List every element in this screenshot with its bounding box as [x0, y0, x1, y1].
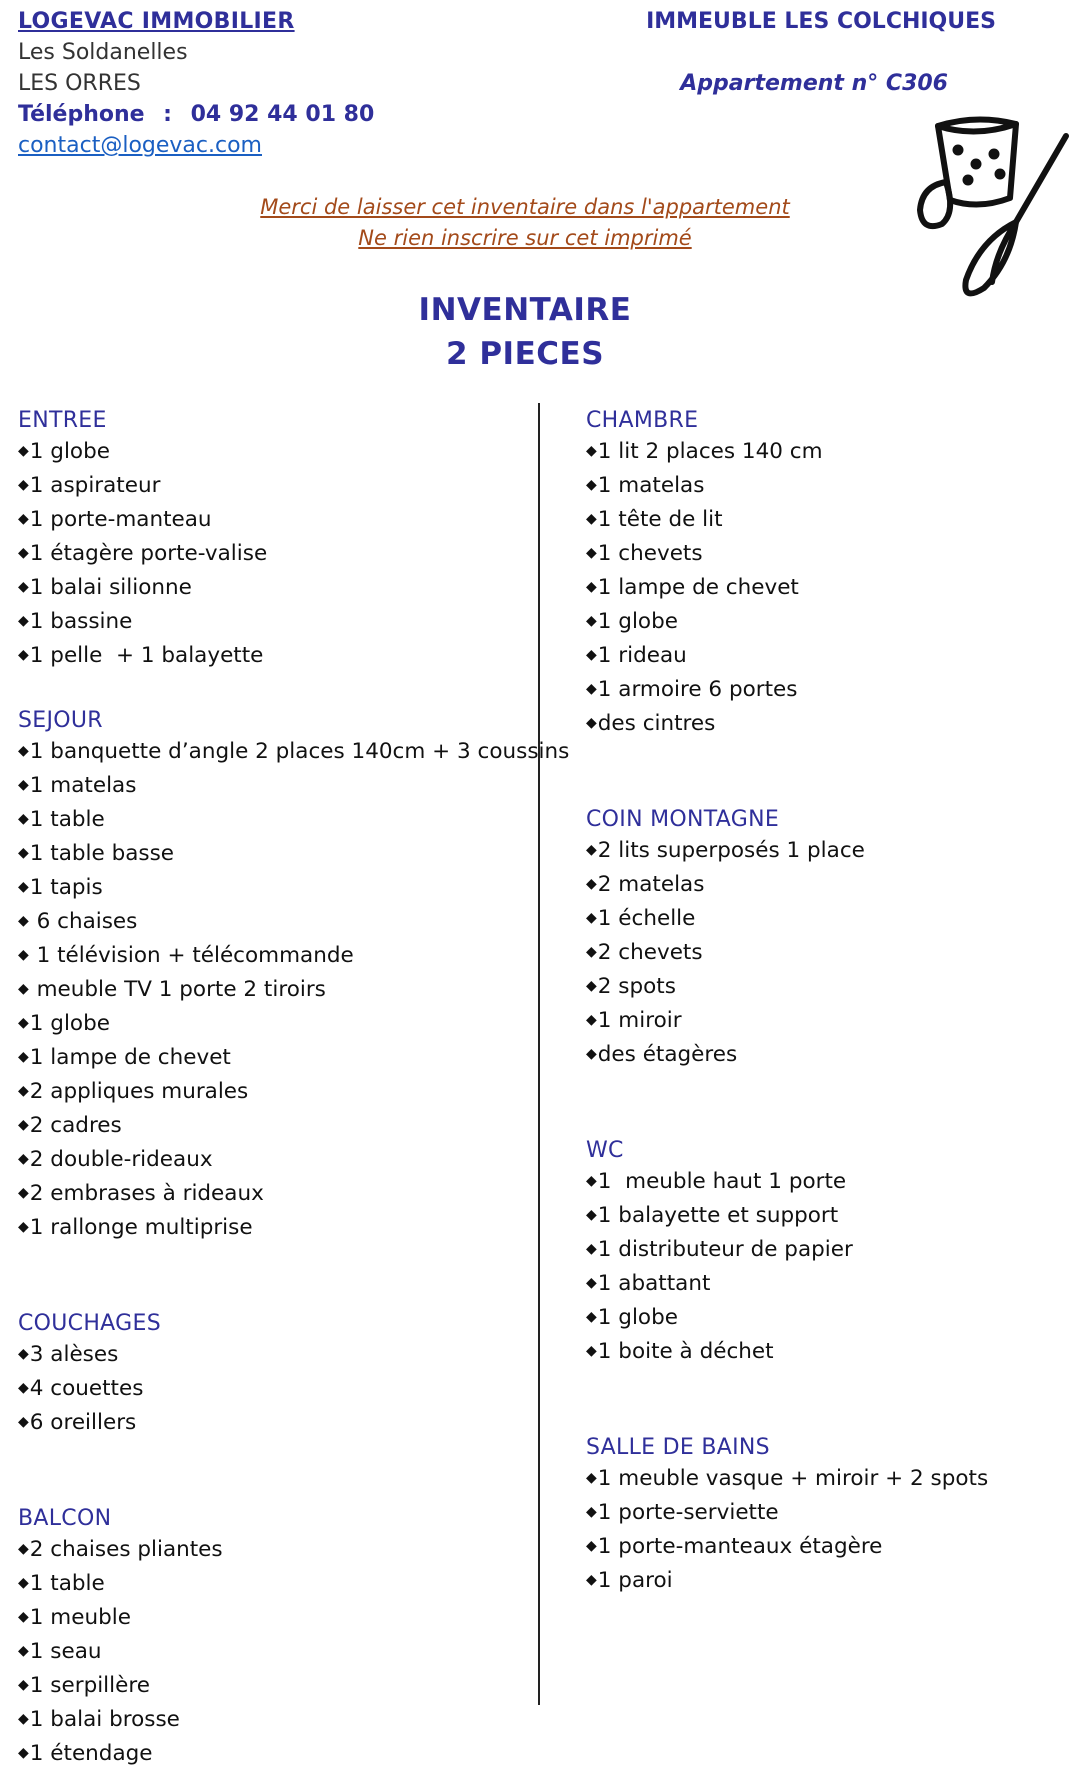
list-item: [586, 572, 1066, 606]
item-label: 2 cadres: [29, 1113, 122, 1138]
list-item: [18, 1704, 528, 1738]
list-item: [18, 1738, 528, 1772]
bullet-icon: ◆: [18, 1219, 29, 1235]
list-item: [18, 974, 528, 1008]
list-item: [18, 1534, 528, 1568]
list-item: [18, 1110, 528, 1144]
bullet-icon: ◆: [586, 1275, 597, 1291]
apartment-number: Appartement n° C306: [680, 71, 948, 96]
list-item: [586, 1166, 1066, 1200]
list-item: [586, 1200, 1066, 1234]
bullet-icon: ◆: [18, 1380, 29, 1396]
column-divider: [538, 403, 540, 1705]
list-item: [586, 640, 1066, 674]
bullet-icon: ◆: [18, 1083, 29, 1099]
item-label: 1 serpillère: [29, 1673, 150, 1698]
bullet-icon: ◆: [18, 1677, 29, 1693]
item-label: 1 étendage: [29, 1741, 153, 1766]
list-item: [18, 1568, 528, 1602]
bullet-icon: ◆: [18, 947, 29, 963]
list-item: [18, 1602, 528, 1636]
item-label: 1 abattant: [597, 1271, 711, 1296]
item-label: 1 meuble vasque + miroir + 2 spots: [597, 1466, 989, 1491]
bullet-icon: ◆: [18, 743, 29, 759]
title-line2: 2 PIECES: [445, 336, 605, 372]
item-label: 1 globe: [29, 439, 110, 464]
section-coin-montagne: [586, 804, 1066, 1073]
list-item: [586, 903, 1066, 937]
bullet-icon: ◆: [586, 944, 597, 960]
bullet-icon: ◆: [586, 1046, 597, 1062]
item-label: 1 meuble: [29, 1605, 131, 1630]
list-item: [586, 606, 1066, 640]
list-item: [586, 436, 1066, 470]
item-label: 2 matelas: [597, 872, 705, 897]
phone-separator: :: [163, 102, 172, 127]
agency-name: LOGEVAC IMMOBILIER: [18, 9, 295, 34]
item-label: 1 boite à déchet: [597, 1339, 774, 1364]
section-title: COIN MONTAGNE: [586, 807, 780, 832]
title-line1: INVENTAIRE: [418, 292, 632, 328]
bullet-icon: ◆: [18, 1185, 29, 1201]
item-label: 3 alèses: [29, 1342, 119, 1367]
bullet-icon: ◆: [586, 876, 597, 892]
agency-email-link[interactable]: contact@logevac.com: [18, 133, 262, 158]
bullet-icon: ◆: [18, 913, 29, 929]
bullet-icon: ◆: [18, 777, 29, 793]
item-label: 6 oreillers: [29, 1410, 137, 1435]
section-salle-de-bains: [586, 1432, 1066, 1599]
bullet-icon: ◆: [586, 1470, 597, 1486]
phone-label: Téléphone: [18, 102, 145, 127]
list-item: [586, 1531, 1066, 1565]
agency-info: [18, 6, 374, 161]
item-label: 1 lampe de chevet: [597, 575, 799, 600]
item-label: 1 meuble haut 1 porte: [597, 1169, 847, 1194]
item-list: [18, 736, 570, 1246]
list-item: [18, 1407, 528, 1441]
section-title: COUCHAGES: [18, 1311, 161, 1336]
item-label: 1 rideau: [597, 643, 687, 668]
section-chambre: [586, 405, 1066, 742]
section-couchages: [18, 1308, 528, 1441]
bullet-icon: ◆: [18, 845, 29, 861]
list-item: [18, 504, 528, 538]
bullet-icon: ◆: [586, 579, 597, 595]
bullet-icon: ◆: [18, 511, 29, 527]
item-label: 2 embrases à rideaux: [29, 1181, 264, 1206]
bullet-icon: ◆: [586, 511, 597, 527]
item-label: 1 globe: [597, 609, 678, 634]
bullet-icon: ◆: [586, 477, 597, 493]
item-label: 1 chevets: [597, 541, 703, 566]
list-item: [18, 1144, 528, 1178]
bullet-icon: ◆: [18, 981, 29, 997]
bullet-icon: ◆: [18, 647, 29, 663]
item-list: [586, 1463, 1066, 1599]
item-label: 2 double-rideaux: [29, 1147, 213, 1172]
list-item: [586, 504, 1066, 538]
building-name: IMMEUBLE LES COLCHIQUES: [646, 9, 996, 34]
bullet-icon: ◆: [586, 613, 597, 629]
bullet-icon: ◆: [586, 681, 597, 697]
list-item: [18, 1076, 528, 1110]
list-item: [586, 1302, 1066, 1336]
item-label: 1 étagère porte-valise: [29, 541, 268, 566]
item-label: 1 tête de lit: [597, 507, 723, 532]
section-title: ENTREE: [18, 408, 107, 433]
list-item: [586, 708, 1066, 742]
section-title: SALLE DE BAINS: [586, 1435, 770, 1460]
bullet-icon: ◆: [18, 1117, 29, 1133]
item-list: [18, 436, 528, 674]
list-item: [18, 1636, 528, 1670]
list-item: [18, 640, 528, 674]
bullet-icon: ◆: [586, 1173, 597, 1189]
list-item: [18, 538, 528, 572]
section-title: BALCON: [18, 1506, 112, 1531]
section-title: WC: [586, 1138, 624, 1163]
bullet-icon: ◆: [586, 647, 597, 663]
bullet-icon: ◆: [18, 477, 29, 493]
bullet-icon: ◆: [18, 1049, 29, 1065]
bullet-icon: ◆: [586, 910, 597, 926]
bullet-icon: ◆: [586, 1343, 597, 1359]
item-label: 1 balayette et support: [597, 1203, 839, 1228]
item-label: 1 globe: [597, 1305, 678, 1330]
bullet-icon: ◆: [586, 1012, 597, 1028]
bullet-icon: ◆: [18, 1745, 29, 1761]
bullet-icon: ◆: [586, 1504, 597, 1520]
agency-phone: [18, 99, 374, 130]
bullet-icon: ◆: [586, 1309, 597, 1325]
list-item: [586, 869, 1066, 903]
item-label: 1 balai brosse: [29, 1707, 180, 1732]
item-label: des étagères: [597, 1042, 738, 1067]
bullet-icon: ◆: [18, 1575, 29, 1591]
bullet-icon: ◆: [586, 545, 597, 561]
section-wc: [586, 1135, 1066, 1370]
list-item: [18, 606, 528, 640]
right-column: [586, 405, 1066, 1599]
item-list: [586, 436, 1066, 742]
bullet-icon: ◆: [18, 579, 29, 595]
list-item: [586, 674, 1066, 708]
item-label: 1 seau: [29, 1639, 102, 1664]
item-label: 1 pelle + 1 balayette: [29, 643, 264, 668]
item-label: 1 aspirateur: [29, 473, 161, 498]
item-label: 1 balai silionne: [29, 575, 192, 600]
item-list: [586, 1166, 1066, 1370]
bullet-icon: ◆: [586, 1241, 597, 1257]
bullet-icon: ◆: [586, 1538, 597, 1554]
item-label: 1 banquette d’angle 2 places 140cm + 3 coussins: [29, 739, 570, 764]
item-label: 1 porte-manteaux étagère: [597, 1534, 883, 1559]
phone-number: 04 92 44 01 80: [190, 102, 375, 127]
bullet-icon: ◆: [18, 545, 29, 561]
item-label: 2 appliques murales: [29, 1079, 249, 1104]
list-item: [586, 1463, 1066, 1497]
list-item: [18, 1042, 528, 1076]
bullet-icon: ◆: [586, 978, 597, 994]
list-item: [18, 1373, 528, 1407]
item-label: 1 distributeur de papier: [597, 1237, 853, 1262]
list-item: [18, 804, 528, 838]
list-item: [586, 470, 1066, 504]
bullet-icon: ◆: [18, 811, 29, 827]
item-label: 1 table: [29, 1571, 105, 1596]
item-label: 1 matelas: [597, 473, 705, 498]
list-item: [18, 1008, 528, 1042]
bullet-icon: ◆: [586, 1207, 597, 1223]
notice: [0, 192, 1050, 254]
bullet-icon: ◆: [18, 443, 29, 459]
list-item: [18, 1670, 528, 1704]
list-item: [586, 1005, 1066, 1039]
item-label: 2 spots: [597, 974, 676, 999]
section-sejour: [18, 705, 570, 1246]
list-item: [18, 1339, 528, 1373]
item-label: 1 globe: [29, 1011, 110, 1036]
notice-line1: Merci de laisser cet inventaire dans l'appartement: [260, 195, 790, 219]
list-item: [586, 1234, 1066, 1268]
section-title: SEJOUR: [18, 708, 103, 733]
item-label: 1 porte-serviette: [597, 1500, 779, 1525]
bullet-icon: ◆: [18, 613, 29, 629]
list-item: [18, 838, 528, 872]
bullet-icon: ◆: [18, 1643, 29, 1659]
item-label: 2 lits superposés 1 place: [597, 838, 865, 863]
list-item: [586, 971, 1066, 1005]
list-item: [586, 937, 1066, 971]
item-label: 1 miroir: [597, 1008, 682, 1033]
item-label: 1 tapis: [29, 875, 103, 900]
bullet-icon: ◆: [18, 879, 29, 895]
item-label: 1 table basse: [29, 841, 175, 866]
list-item: [18, 1178, 528, 1212]
item-label: 6 chaises: [29, 909, 138, 934]
bullet-icon: ◆: [18, 1541, 29, 1557]
item-label: meuble TV 1 porte 2 tiroirs: [29, 977, 326, 1002]
list-item: [18, 906, 528, 940]
list-item: [586, 538, 1066, 572]
item-label: 1 télévision + télécommande: [29, 943, 354, 968]
bullet-icon: ◆: [18, 1414, 29, 1430]
item-label: 1 bassine: [29, 609, 133, 634]
bullet-icon: ◆: [18, 1346, 29, 1362]
item-label: 1 armoire 6 portes: [597, 677, 798, 702]
item-label: 1 paroi: [597, 1568, 673, 1593]
item-label: 1 matelas: [29, 773, 137, 798]
list-item: [586, 835, 1066, 869]
bullet-icon: ◆: [18, 1015, 29, 1031]
item-list: [18, 1534, 528, 1772]
list-item: [18, 940, 528, 974]
bullet-icon: ◆: [586, 715, 597, 731]
item-label: 2 chevets: [597, 940, 703, 965]
list-item: [18, 470, 528, 504]
bullet-icon: ◆: [18, 1609, 29, 1625]
list-item: [18, 436, 528, 470]
item-label: 1 lit 2 places 140 cm: [597, 439, 823, 464]
item-list: [586, 835, 1066, 1073]
section-entree: [18, 405, 528, 674]
agency-address-line1: Les Soldanelles: [18, 40, 188, 65]
list-item: [586, 1336, 1066, 1370]
item-label: 1 lampe de chevet: [29, 1045, 231, 1070]
list-item: [18, 872, 528, 906]
bullet-icon: ◆: [586, 842, 597, 858]
list-item: [586, 1565, 1066, 1599]
list-item: [18, 736, 570, 770]
building-info: [646, 6, 996, 99]
list-item: [18, 1212, 528, 1246]
item-label: 1 porte-manteau: [29, 507, 212, 532]
section-balcon: [18, 1503, 528, 1772]
item-label: 1 table: [29, 807, 105, 832]
bullet-icon: ◆: [586, 443, 597, 459]
bullet-icon: ◆: [586, 1572, 597, 1588]
item-label: 1 rallonge multiprise: [29, 1215, 253, 1240]
agency-address-line2: LES ORRES: [18, 71, 141, 96]
item-label: 1 échelle: [597, 906, 696, 931]
bullet-icon: ◆: [18, 1711, 29, 1727]
notice-line2: Ne rien inscrire sur cet imprimé: [358, 226, 692, 250]
item-label: des cintres: [597, 711, 716, 736]
list-item: [586, 1039, 1066, 1073]
item-label: 4 couettes: [29, 1376, 144, 1401]
item-label: 2 chaises pliantes: [29, 1537, 223, 1562]
bullet-icon: ◆: [18, 1151, 29, 1167]
document-title: [0, 288, 1050, 376]
section-title: CHAMBRE: [586, 408, 699, 433]
list-item: [586, 1497, 1066, 1531]
left-column: [18, 405, 570, 1772]
list-item: [18, 572, 528, 606]
list-item: [586, 1268, 1066, 1302]
item-list: [18, 1339, 528, 1441]
list-item: [18, 770, 528, 804]
